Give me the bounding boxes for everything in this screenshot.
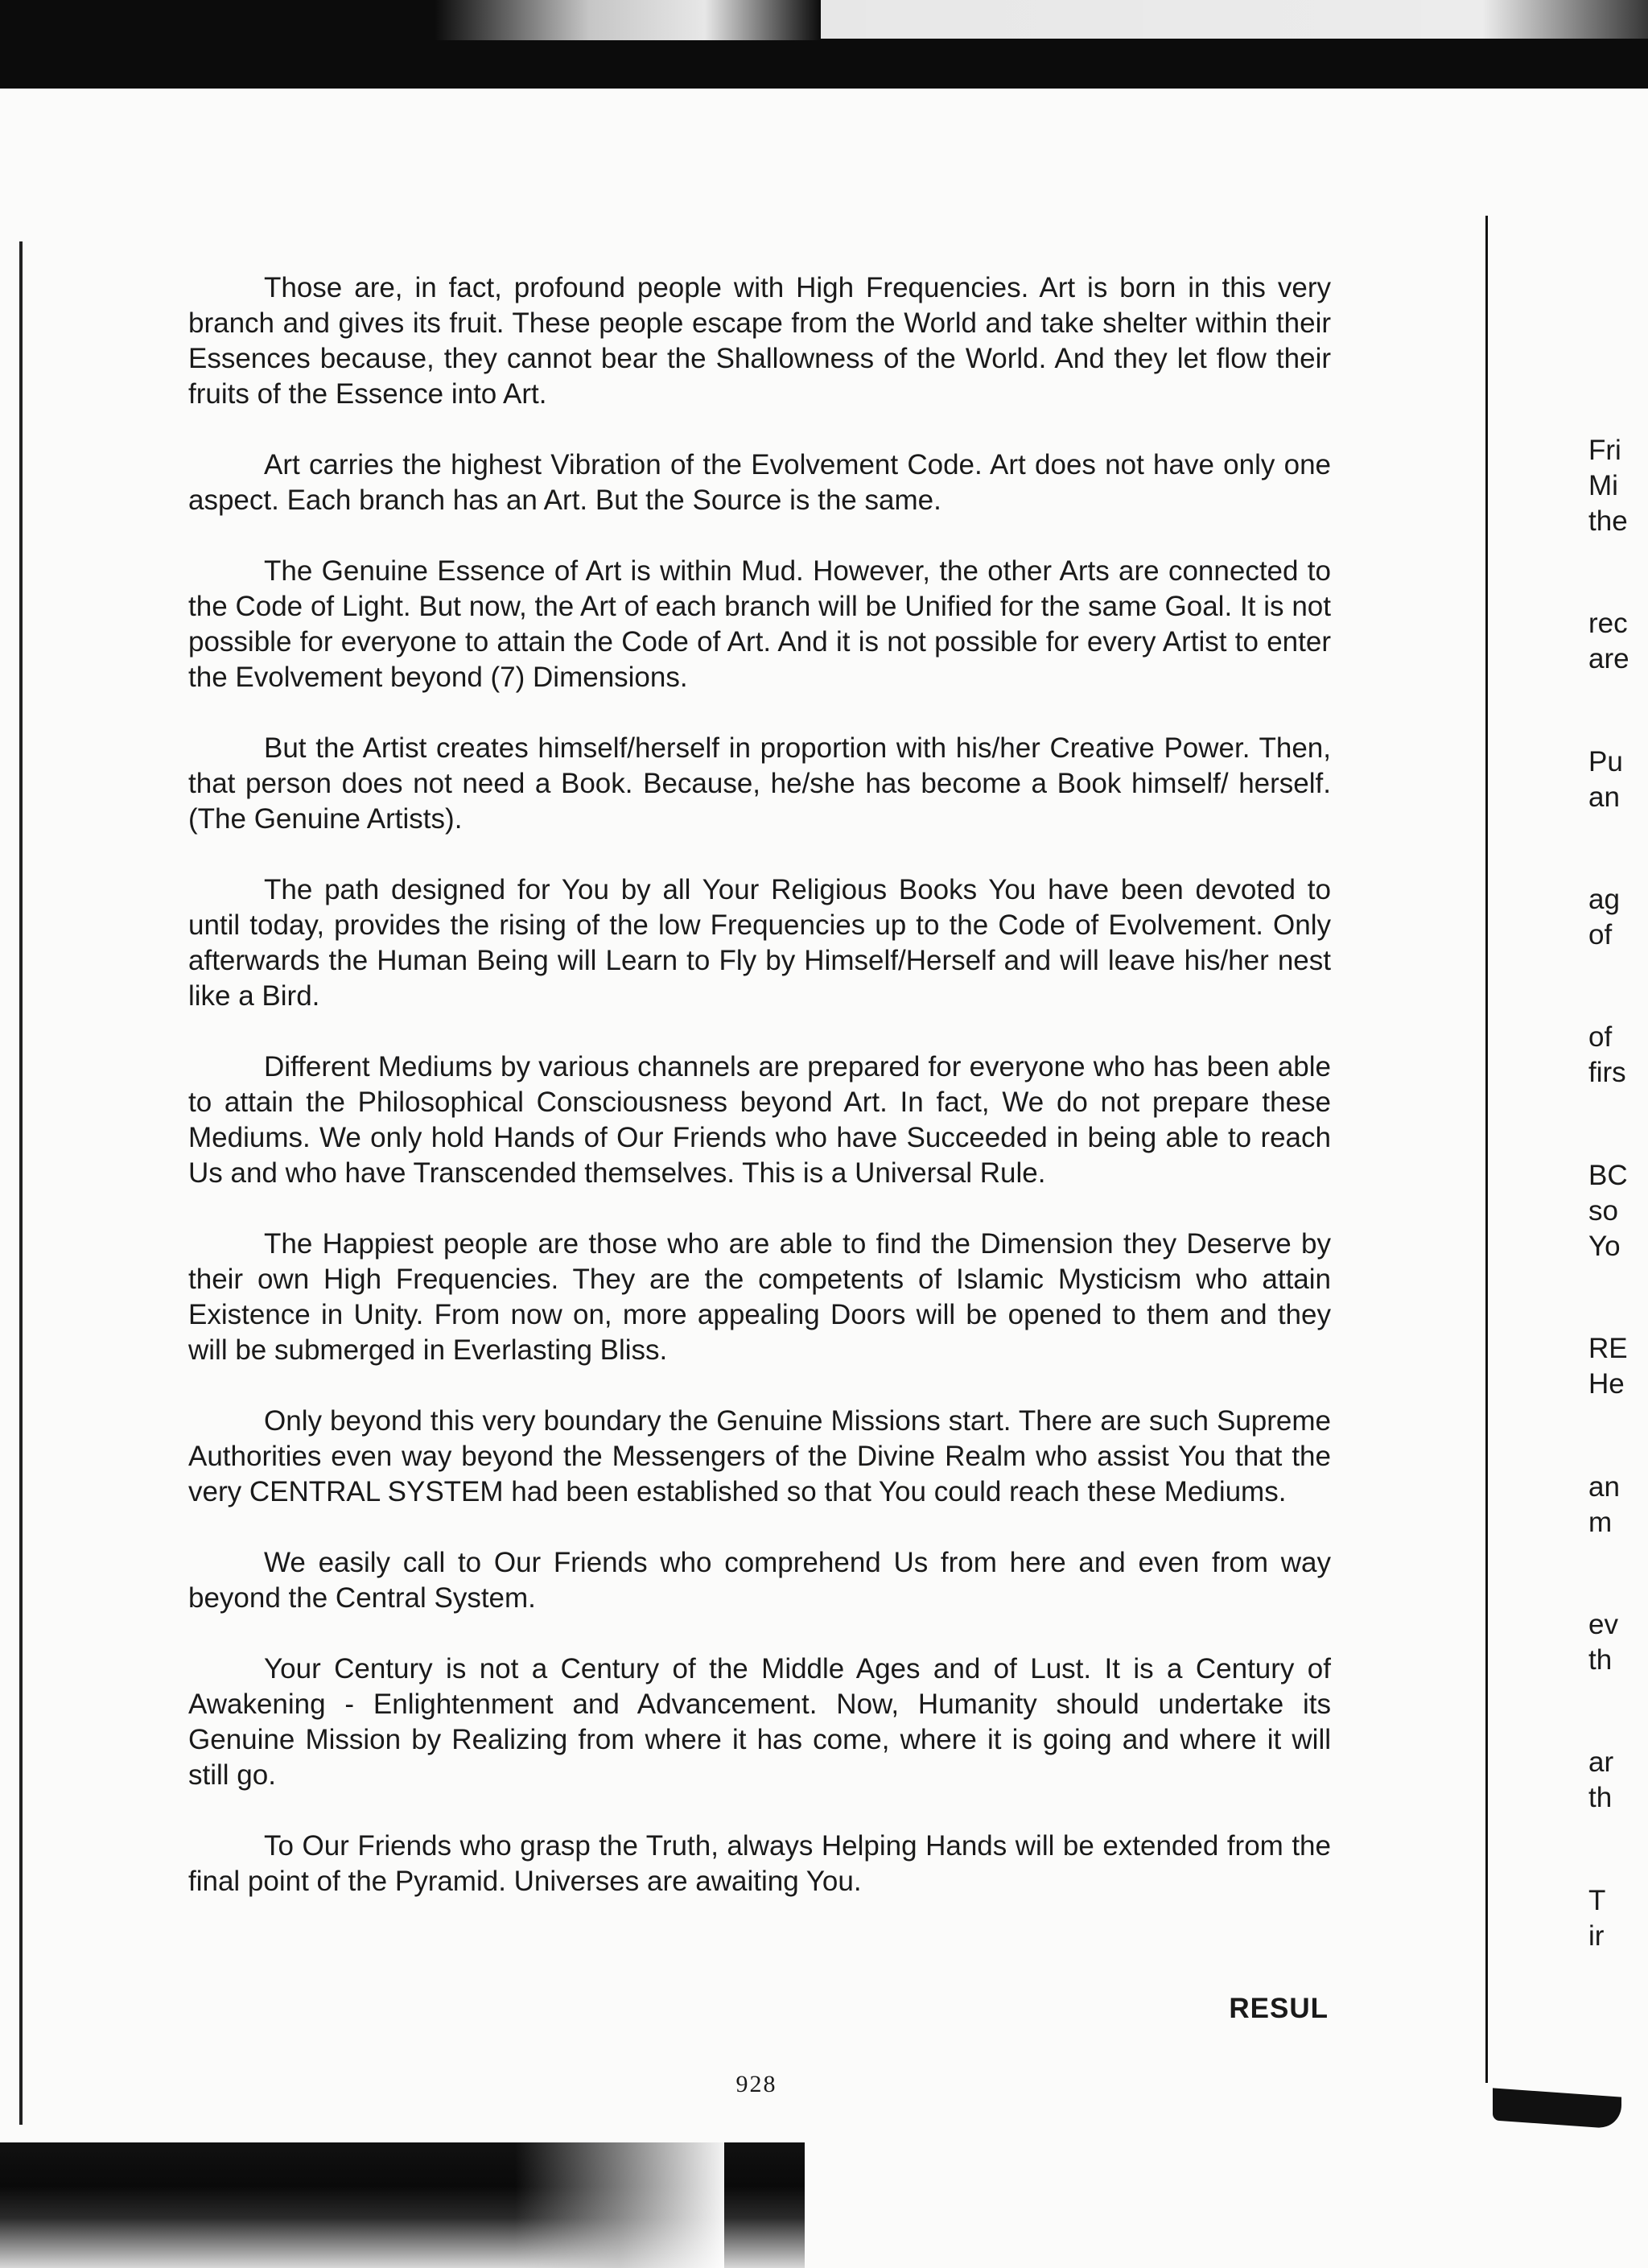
paragraph: The Genuine Essence of Art is within Mud. However, the other Arts are connected to the Code of Light. But now, the Art of each branch will be Unified for the same Goal. It is not possible for everyone to attain the Code of Art. And it is not possible for every Artist to enter the Evolvement beyond (7) Dimensions. bbox=[188, 555, 1331, 693]
page-number: 928 bbox=[735, 2071, 777, 2097]
facing-page-fragment: so bbox=[1588, 1195, 1618, 1227]
page-body bbox=[188, 270, 1331, 1935]
facing-page-fragment: Fri bbox=[1588, 435, 1621, 466]
facing-page-fragment: of bbox=[1588, 919, 1613, 950]
facing-page-fragment: ag bbox=[1588, 884, 1620, 915]
facing-page-fragment: an bbox=[1588, 781, 1620, 813]
signature: RESUL bbox=[1229, 1993, 1329, 2024]
paragraph: Art carries the highest Vibration of the Evolvement Code. Art does not have only one aspect. Each branch has an Art. But the Source is the same. bbox=[188, 449, 1331, 516]
paragraph: Different Mediums by various channels are prepared for everyone who has been able to attain the Philosophical Consciousness beyond Art. In fact, We do not prepare these Mediums. We only hold Hands of Our Friends who have Succeeded in being able to reach Us and who have Transcended themselves. This is a Universal Rule. bbox=[188, 1051, 1331, 1189]
facing-page-fragment: BC bbox=[1588, 1160, 1628, 1191]
paragraph: The path designed for You by all Your Religious Books You have been devoted to until today, provides the rising of the low Frequencies up to the Code of Evolvement. Only afterwards the Human Being will Learn to Fly by Himself/Herself and will leave his/her nest like a Bird. bbox=[188, 874, 1331, 1012]
scan-top-glare-right bbox=[821, 0, 1648, 39]
facing-page-fragment: the bbox=[1588, 505, 1628, 537]
facing-page-fragment: are bbox=[1588, 643, 1629, 674]
facing-page-fragment: rec bbox=[1588, 608, 1628, 639]
scan-top-glare bbox=[435, 0, 821, 40]
facing-page-fragment: th bbox=[1588, 1782, 1613, 1813]
facing-page-fragment: an bbox=[1588, 1471, 1620, 1503]
facing-page-fragment: Pu bbox=[1588, 746, 1623, 777]
facing-page-fragment: T bbox=[1588, 1885, 1606, 1916]
facing-page-fragment: ev bbox=[1588, 1609, 1618, 1640]
facing-page-fragment: m bbox=[1588, 1507, 1613, 1538]
paragraph: Those are, in fact, profound people with High Frequencies. Art is born in this very branch and gives its fruit. These people escape from the World and take shelter within their Essences because, they cannot bear the Shallowness of the World. And they let flow their fruits of the Essence into Art. bbox=[188, 272, 1331, 410]
paragraph: Your Century is not a Century of the Middle Ages and of Lust. It is a Century of Awakening - Enlightenment and Advancement. Now, Humanity should undertake its Genuine Mission by Realizing from where it has come, where it is going and where it will still go. bbox=[188, 1653, 1331, 1791]
facing-page-fragment: th bbox=[1588, 1644, 1613, 1676]
facing-page-fragment: of bbox=[1588, 1021, 1613, 1053]
facing-page-fragment: ir bbox=[1588, 1920, 1605, 1952]
scan-left-edge bbox=[19, 241, 23, 2125]
paragraph: To Our Friends who grasp the Truth, always Helping Hands will be extended from the final point of the Pyramid. Universes are awaiting You. bbox=[188, 1830, 1331, 1897]
scan-bottom-glare bbox=[515, 2142, 724, 2268]
paragraph: But the Artist creates himself/herself in proportion with his/her Creative Power. Then, that person does not need a Book. Because, he/she has become a Book himself/ herself. (The Genuine Artists). bbox=[188, 732, 1331, 835]
facing-page-fragment: RE bbox=[1588, 1333, 1628, 1364]
paragraph: Only beyond this very boundary the Genuine Missions start. There are such Supreme Authorities even way beyond the Messengers of the Divine Realm who assist You that the very CENTRAL SYSTEM had been established so that You could reach these Mediums. bbox=[188, 1405, 1331, 1507]
facing-page-edge bbox=[1588, 0, 1648, 2268]
facing-page-fragment: Mi bbox=[1588, 470, 1618, 501]
facing-page-fragment: Yo bbox=[1588, 1231, 1621, 1262]
facing-page-fragment: ar bbox=[1588, 1746, 1614, 1778]
facing-page-fragment: firs bbox=[1588, 1057, 1626, 1088]
book-spine-line bbox=[1485, 216, 1488, 2083]
facing-page-fragment: He bbox=[1588, 1368, 1625, 1400]
paragraph: The Happiest people are those who are able to find the Dimension they Deserve by their own High Frequencies. They are the competents of Islamic Mysticism who attain Existence in Unity. From now on, more appealing Doors will be opened to them and they will be submerged in Everlasting Bliss. bbox=[188, 1228, 1331, 1366]
paragraph: We easily call to Our Friends who comprehend Us from here and even from way beyond the Central System. bbox=[188, 1547, 1331, 1614]
